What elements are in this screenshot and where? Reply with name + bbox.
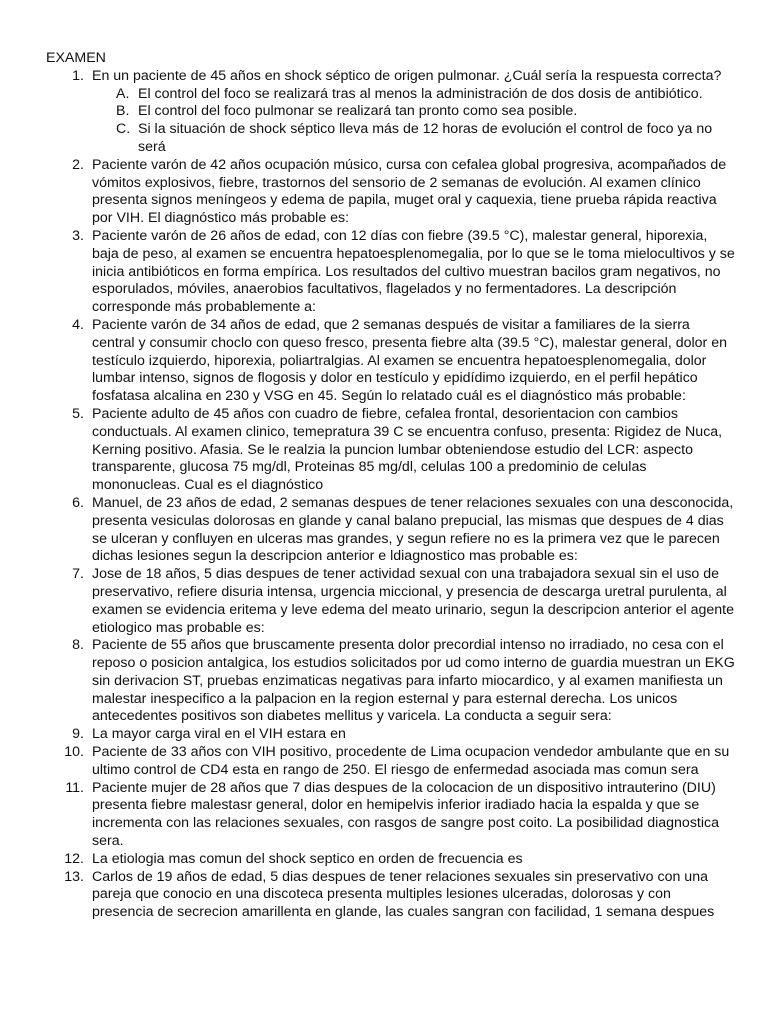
question-item: [46, 406, 736, 495]
question-number: 10.: [64, 744, 84, 761]
question-number: 4.: [72, 316, 84, 333]
question-text: Jose de 18 años, 5 dias despues de tener actividad sexual con una trabajadora sexual sin el uso de preservativo, refiere disuria intensa, urgencia miccional, y presencia de descarga uretral purulenta, al examen se evidencia eritema y leve edema del meato urinario, segun la descripcion anterior el agente etiologico mas probable es:: [92, 566, 734, 636]
document-title: EXAMEN: [46, 50, 106, 66]
question-item: [46, 495, 736, 566]
question-item: [46, 637, 736, 726]
option-item: [92, 103, 736, 121]
document-page: [46, 50, 736, 922]
question-number: 7.: [72, 566, 84, 583]
question-number: 2.: [72, 156, 84, 173]
question-item: [46, 744, 736, 780]
question-item: [46, 726, 736, 744]
question-list: [46, 68, 736, 922]
question-text: Manuel, de 23 años de edad, 2 semanas despues de tener relaciones sexuales con una desconocida, presenta vesiculas dolorosas en glande y canal balano prepucial, las mismas que despues de 4 dias se ulceran y confluyen en ulceras mas grandes, y segun refiere no es la primera vez que le parecen dichas lesiones segun la descripcion anterior e ldiagnostico mas probable es:: [92, 494, 734, 565]
question-text: Paciente varón de 26 años de edad, con 12 días con fiebre (39.5 °C), malestar general, hiporexia, baja de peso, al examen se encuentra hepatoesplenomegalia, por lo que se le toma mielocultivos y se inicia antibióticos en forma empírica. Los resultados del cultivo muestran bacilos gram negativos, no esporulados, móviles, anaerobios facultativos, flagelados y no fermentadores. La descripción corresponde más probablemente a:: [92, 227, 735, 316]
question-number: 9.: [72, 726, 84, 743]
question-number: 13.: [64, 868, 84, 885]
question-number: 5.: [72, 405, 84, 422]
option-letter: C.: [116, 121, 131, 138]
option-list: [92, 86, 736, 157]
question-item: [46, 317, 736, 406]
question-number: 1.: [72, 67, 84, 84]
question-text: Paciente de 55 años que bruscamente presenta dolor precordial intenso no irradiado, no cesa con el reposo o posicion antalgica, los estudios solicitados por ud como interno de guardia muestran un EKG sin derivacion ST, pruebas enzimaticas negativas para infarto miocardico, y al examen manifiesta un malestar inespecifico a la palpacion en la region esternal y para esternal derecha. Los unicos antecedentes positivos son diabetes mellitus y varicela. La conducta a seguir sera:: [92, 637, 735, 725]
question-item: [46, 68, 736, 157]
option-item: [92, 86, 736, 104]
option-text: El control del foco se realizará tras al menos la administración de dos dosis de antibiótico.: [138, 85, 703, 102]
option-item: [92, 121, 736, 157]
question-number: 12.: [64, 850, 84, 867]
question-number: 8.: [72, 637, 84, 654]
option-letter: A.: [116, 85, 130, 102]
question-number: 3.: [72, 227, 84, 244]
question-text: La mayor carga viral en el VIH estara en: [92, 726, 346, 743]
question-text: Carlos de 19 años de edad, 5 dias despues de tener relaciones sexuales sin preservativo con una pareja que conocio en una discoteca presenta multiples lesiones ulceradas, dolorosas y con presencia de secrecion amarillenta en glande, las cuales sangran con facilidad, 1 semana despues: [92, 868, 715, 921]
question-item: [46, 157, 736, 228]
question-text: En un paciente de 45 años en shock séptico de origen pulmonar. ¿Cuál sería la respuesta correcta?: [92, 67, 722, 84]
option-text: El control del foco pulmonar se realizará tan pronto como sea posible.: [138, 103, 578, 120]
question-text: Paciente de 33 años con VIH positivo, procedente de Lima ocupacion vendedor ambulante que en su ultimo control de CD4 esta en rango de 250. El riesgo de enfermedad asociada mas comun sera: [92, 744, 730, 778]
question-number: 11.: [65, 779, 84, 796]
question-item: [46, 780, 736, 851]
option-letter: B.: [116, 103, 130, 120]
question-text: Paciente varón de 42 años ocupación músico, cursa con cefalea global progresiva, acompañados de vómitos explosivos, fiebre, trastornos del sensorio de 2 semanas de evolución. Al examen clínico presenta signos meníngeos y edema de papila, muget oral y caquexia, tiene prueba rápida reactiva por VIH. El diagnóstico más probable es:: [92, 156, 727, 227]
question-number: 6.: [72, 494, 84, 511]
question-item: [46, 869, 736, 922]
question-text: La etiologia mas comun del shock septico en orden de frecuencia es: [92, 850, 523, 867]
option-text: Si la situación de shock séptico lleva más de 12 horas de evolución el control de foco ya no será: [138, 121, 713, 155]
question-item: [46, 566, 736, 637]
question-item: [46, 228, 736, 317]
question-text: Paciente varón de 34 años de edad, que 2 semanas después de visitar a familiares de la sierra central y consumir choclo con queso fresco, presenta fiebre alta (39.5 °C), malestar general, dolor en testículo izquierdo, hiporexia, poliartralgias. Al examen se encuentra hepatoesplenomegalia, dolor lumbar intenso, signos de flogosis y dolor en testículo y epidídimo izquierdo, en el perfil hepático fosfatasa alcalina en 230 y VSG en 45. Según lo relatado cuál es el diagnóstico más probable:: [92, 316, 727, 405]
question-item: [46, 851, 736, 869]
question-text: Paciente mujer de 28 años que 7 dias despues de la colocacion de un dispositivo intrauterino (DIU) presenta fiebre malestasr general, dolor en hemipelvis inferior iradiado hacia la espalda y que se incrementa con las relaciones sexuales, con rasgos de sangre post coito. La posibilidad diagnostica sera.: [92, 779, 719, 850]
question-text: Paciente adulto de 45 años con cuadro de fiebre, cefalea frontal, desorientacion con cambios conductuals. Al examen clinico, temepratura 39 C se encuentra confuso, presenta: Rigidez de Nuca, Kerning positivo. Afasia. Se le realzia la puncion lumbar obteniendose estudio del LCR: aspecto transparente, glucosa 75 mg/dl, Proteinas 85 mg/dl, celulas 100 a predominio de celulas mononucleas. Cual es el diagnóstico: [92, 405, 723, 494]
